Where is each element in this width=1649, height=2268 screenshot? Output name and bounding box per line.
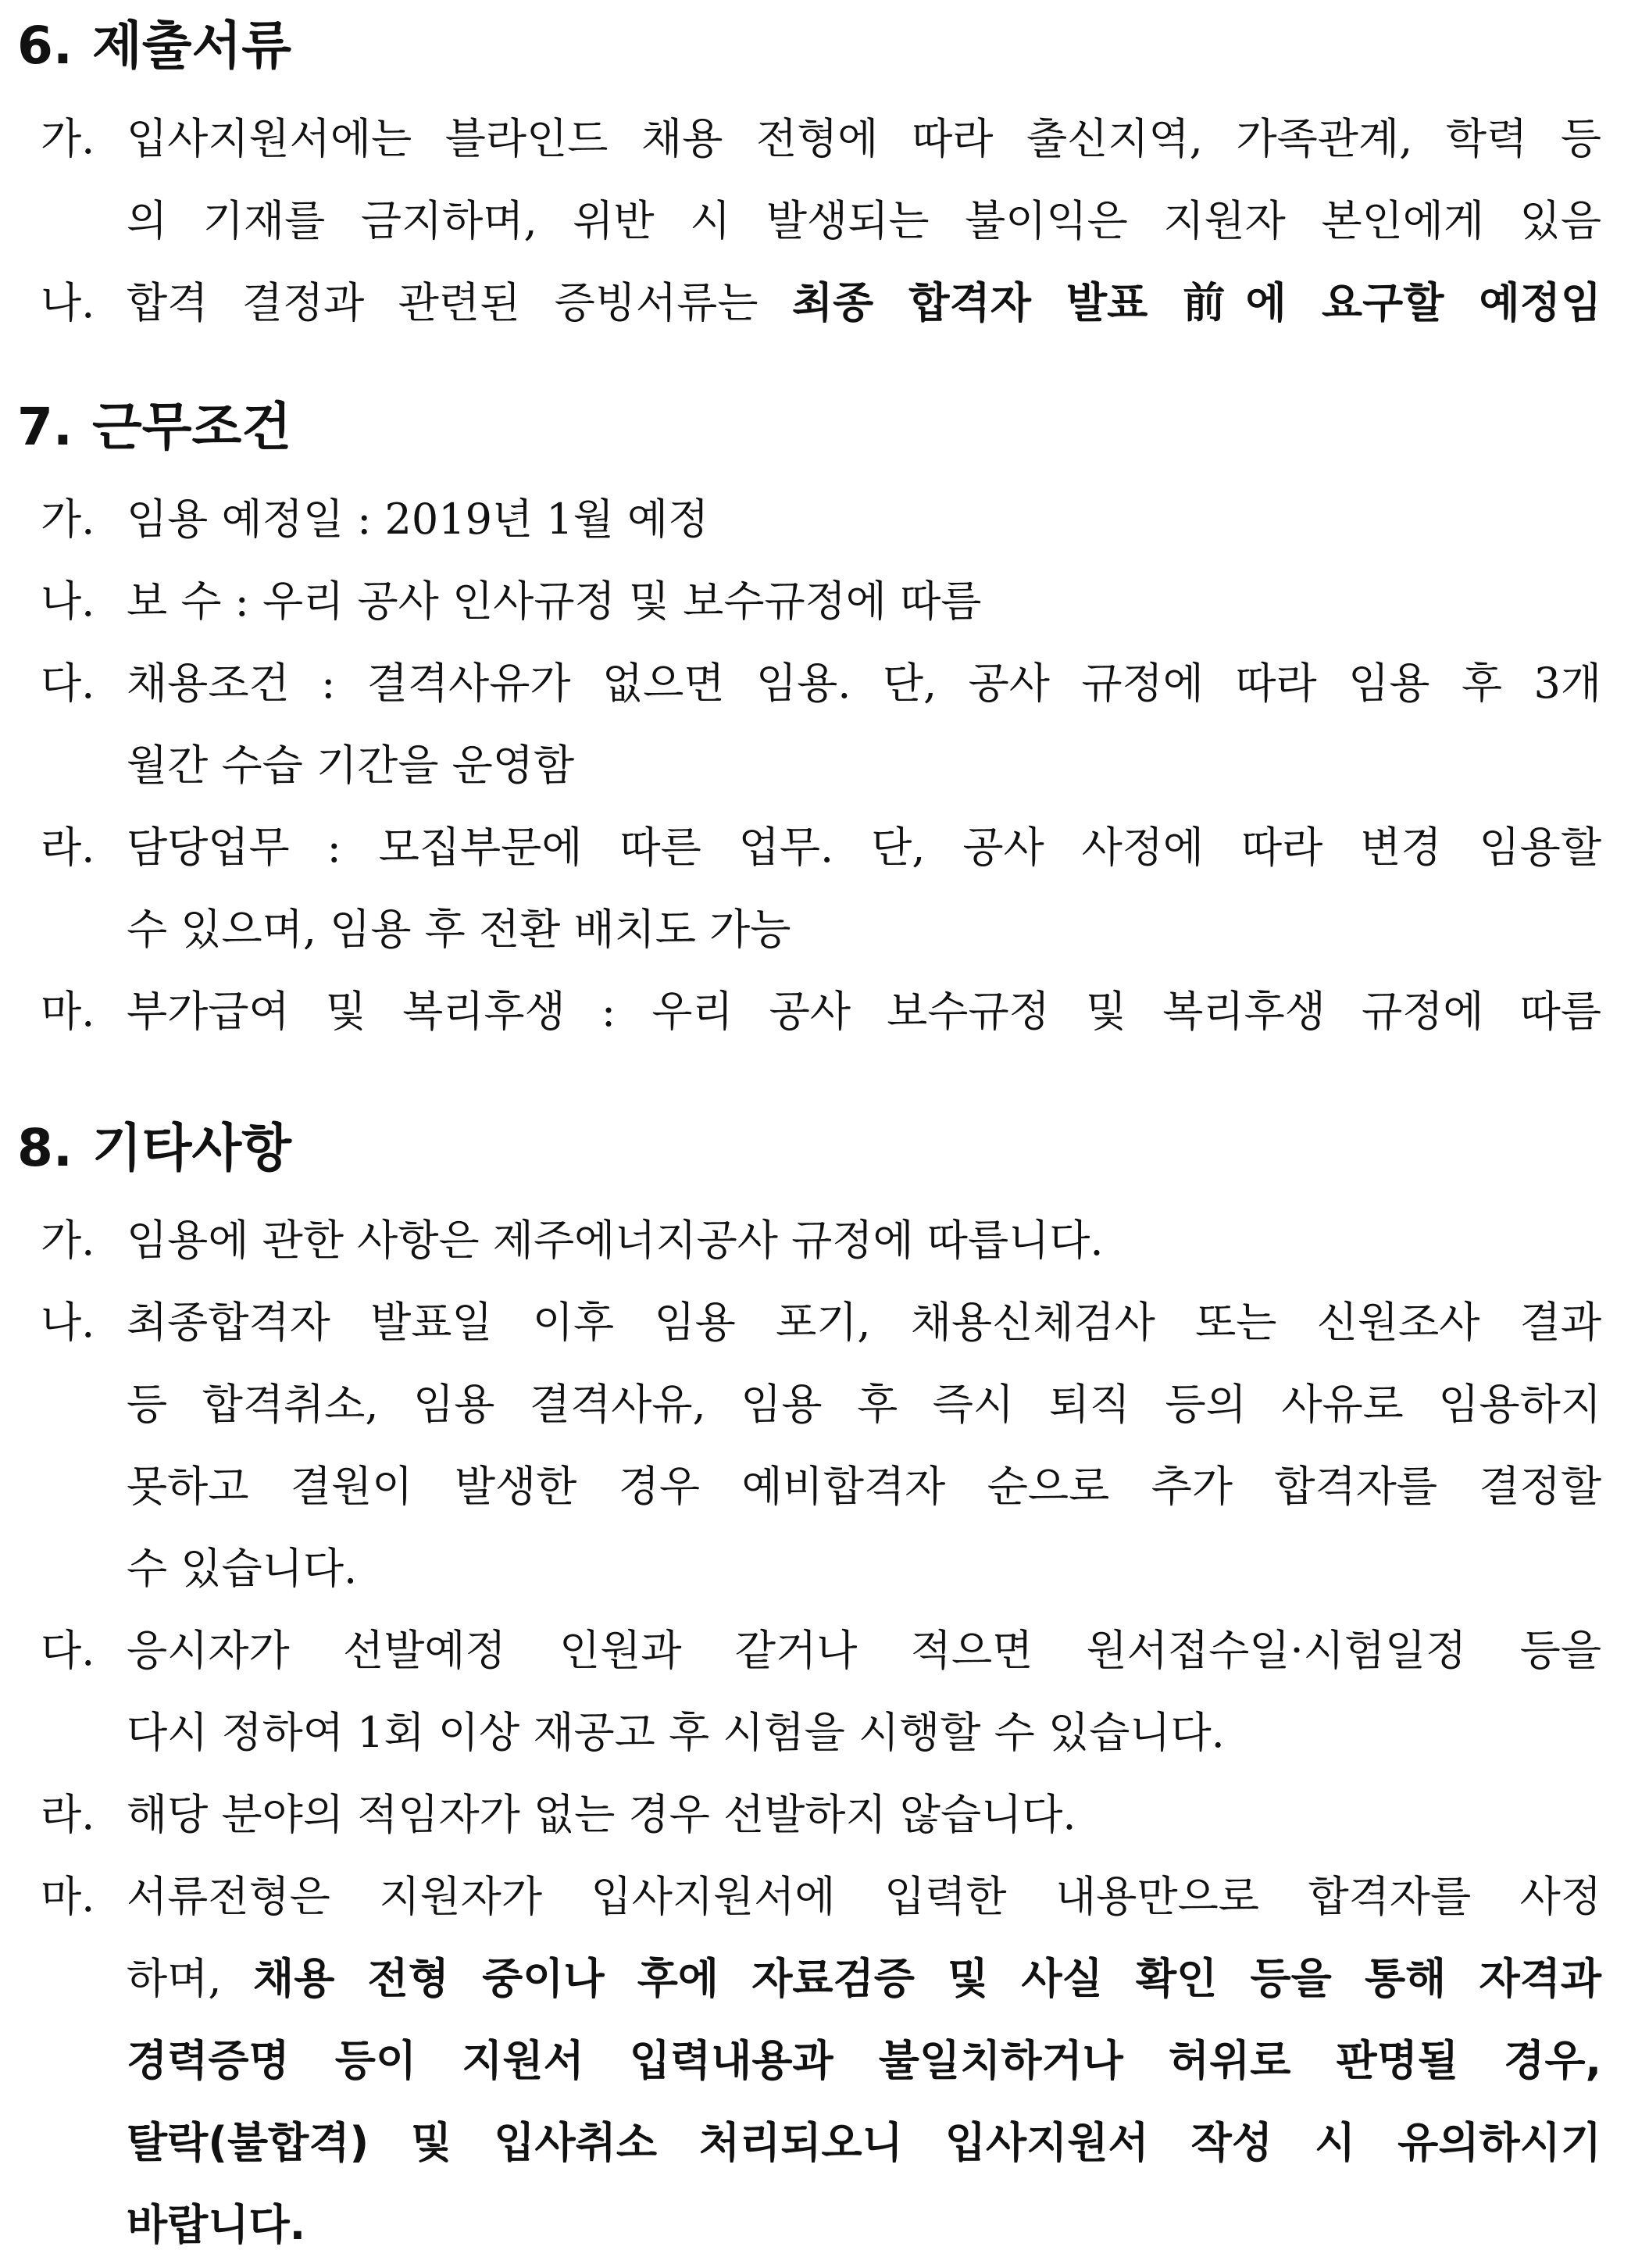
- text-line: 부가급여 및 복리후생 : 우리 공사 보수규정 및 복리후생 규정에 따름: [127, 987, 1601, 1036]
- item-text: [127, 970, 1601, 1052]
- text-line: 의 기재를 금지하며, 위반 시 발생되는 불이익은 지원자 본인에게 있음: [127, 196, 1601, 245]
- plain-text: 하며,: [127, 1954, 254, 2003]
- section-title: 제출서류: [92, 16, 292, 76]
- text-line: 다시 정하여 1회 이상 재공고 후 시험을 시행할 수 있습니다.: [127, 1708, 1225, 1757]
- text-line: 입사지원서에는 블라인드 채용 전형에 따라 출신지역, 가족관계, 학력 등: [127, 114, 1601, 163]
- item-text: [127, 642, 1601, 806]
- item-text: [127, 806, 1601, 970]
- item-text: [127, 1773, 1601, 1855]
- text-line: 등 합격취소, 임용 결격사유, 임용 후 즉시 퇴직 등의 사유로 임용하지: [127, 1380, 1601, 1429]
- text-line: 해당 분야의 적임자가 없는 경우 선발하지 않습니다.: [127, 1790, 1076, 1839]
- text-line: 임용에 관한 사항은 제주에너지공사 규정에 따릅니다.: [127, 1216, 1104, 1265]
- item-text: [127, 1855, 1601, 2266]
- text-line: 못하고 결원이 발생한 경우 예비합격자 순으로 추가 합격자를 결정할: [127, 1462, 1601, 1511]
- item-marker: 마.: [41, 987, 95, 1036]
- section-title: 근무조건: [92, 397, 292, 457]
- item-text: [127, 98, 1601, 262]
- emphasis-line: 탈락(불합격) 및 입사취소 처리되오니 입사지원서 작성 시 유의하시기: [127, 2118, 1601, 2167]
- section-heading: [17, 11, 291, 81]
- item-marker: 다.: [41, 659, 95, 708]
- item-marker: 가.: [41, 1216, 95, 1265]
- emphasis-text: 최종 합격자 발표 前에 요구할 예정임: [791, 278, 1602, 327]
- text-line: [127, 1938, 1601, 2020]
- item-marker: 라.: [41, 823, 95, 872]
- item-text: [127, 478, 1601, 560]
- text-line: 월간 수습 기간을 운영함: [127, 741, 575, 790]
- item-marker: 가.: [41, 114, 95, 163]
- item-marker: 나.: [41, 577, 95, 626]
- plain-text: 합격 결정과 관련된 증빙서류는: [127, 278, 792, 327]
- text-line: 채용조건 : 결격사유가 없으면 임용. 단, 공사 규정에 따라 임용 후 3개: [127, 659, 1601, 708]
- section-number: 8.: [17, 1118, 73, 1178]
- emphasis-line: 바랍니다.: [127, 2200, 306, 2249]
- item-marker: 나.: [41, 278, 95, 327]
- item-text: [127, 1199, 1601, 1281]
- item-text: [127, 1609, 1601, 1773]
- text-line: 서류전형은 지원자가 입사지원서에 입력한 내용만으로 합격자를 사정: [127, 1872, 1601, 1921]
- text-line: 임용 예정일 : 2019년 1월 예정: [127, 495, 709, 544]
- item-marker: 다.: [41, 1626, 95, 1675]
- item-marker: 나.: [41, 1298, 95, 1347]
- item-marker: 라.: [41, 1790, 95, 1839]
- text-line: 응시자가 선발예정 인원과 같거나 적으면 원서접수일·시험일정 등을: [127, 1626, 1601, 1675]
- section-heading: [17, 392, 291, 463]
- item-marker: 마.: [41, 1872, 95, 1921]
- text-line: 보 수 : 우리 공사 인사규정 및 보수규정에 따름: [127, 577, 982, 626]
- text-line: [127, 262, 1601, 344]
- section-number: 7.: [17, 397, 73, 457]
- section-heading: [17, 1113, 291, 1184]
- item-text: [127, 262, 1601, 344]
- emphasis-line: 경력증명 등이 지원서 입력내용과 불일치하거나 허위로 판명될 경우,: [127, 2036, 1601, 2085]
- item-text: [127, 1281, 1601, 1609]
- text-line: 최종합격자 발표일 이후 임용 포기, 채용신체검사 또는 신원조사 결과: [127, 1298, 1601, 1347]
- item-marker: 가.: [41, 495, 95, 544]
- emphasis-text: 채용 전형 중이나 후에 자료검증 및 사실 확인 등을 통해 자격과: [253, 1954, 1601, 2003]
- item-text: [127, 560, 1601, 642]
- text-line: 수 있으며, 임용 후 전환 배치도 가능: [127, 905, 791, 954]
- text-line: 수 있습니다.: [127, 1544, 358, 1593]
- section-title: 기타사항: [92, 1118, 292, 1178]
- section-number: 6.: [17, 16, 73, 76]
- text-line: 담당업무 : 모집부문에 따른 업무. 단, 공사 사정에 따라 변경 임용할: [127, 823, 1601, 872]
